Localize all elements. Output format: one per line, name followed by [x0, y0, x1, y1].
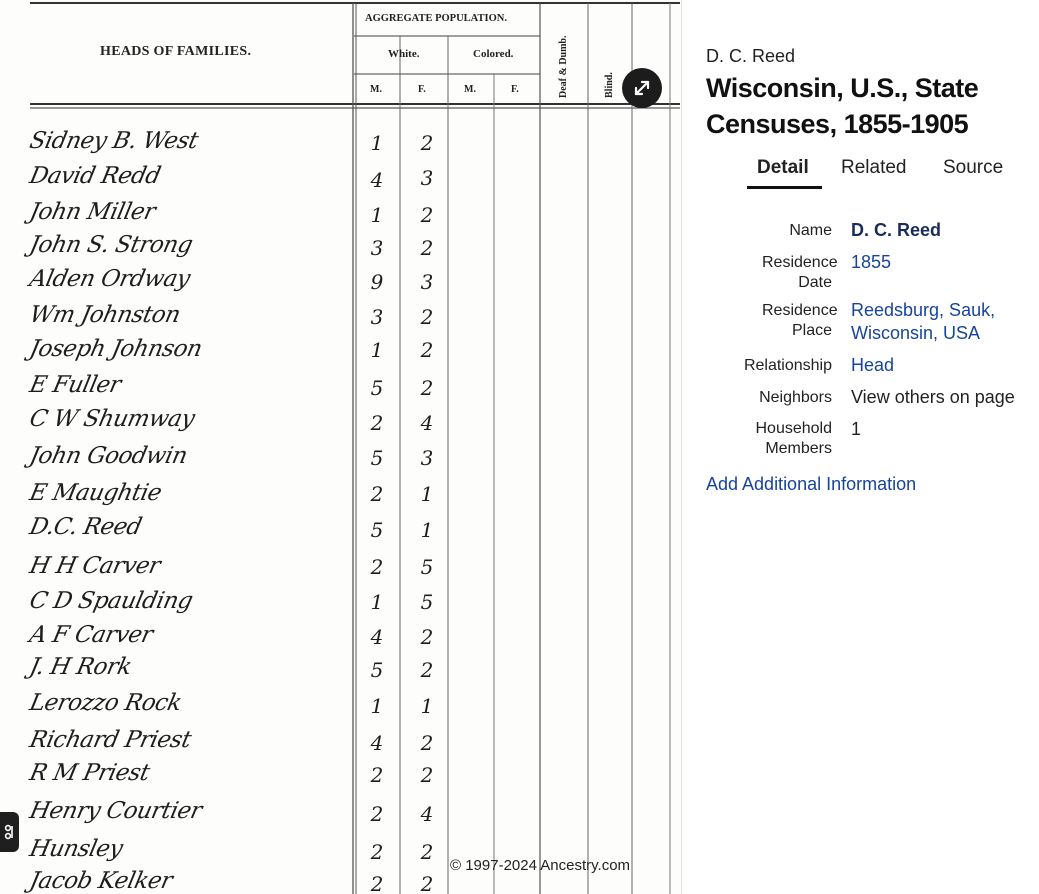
residence-date-label: Residence Date [762, 254, 838, 291]
colored-header: Colored. [473, 48, 514, 60]
white-female-count: 1 [420, 694, 434, 718]
white-female-count: 4 [420, 802, 434, 826]
white-male-count: 5 [370, 446, 384, 470]
white-male-count: 1 [370, 203, 384, 227]
heads-of-families-header: HEADS OF FAMILIES. [100, 44, 252, 59]
household-name: Richard Priest [27, 727, 194, 753]
white-header: White. [388, 48, 420, 60]
expand-arrows-icon [631, 77, 653, 99]
white-female-count: 4 [420, 411, 434, 435]
white-female-count: 2 [420, 376, 434, 400]
household-name: R M Priest [27, 760, 152, 786]
household-name: H H Carver [27, 553, 163, 579]
white-male-count: 2 [370, 872, 384, 894]
household-name: John Miller [27, 199, 158, 225]
name-label: Name [789, 222, 832, 239]
white-female-count: 1 [420, 518, 434, 542]
white-female-count: 5 [420, 555, 434, 579]
name-value: D. C. Reed [851, 220, 942, 240]
tab-related[interactable]: Related [841, 157, 907, 178]
household-name: D.C. Reed [27, 514, 144, 540]
colored-male-header: M. [464, 84, 476, 95]
white-female-count: 3 [420, 446, 434, 470]
white-female-count: 2 [420, 236, 434, 260]
white-male-count: 9 [370, 270, 384, 294]
feedback-icon [4, 823, 16, 841]
aggregate-population-header: AGGREGATE POPULATION. [365, 13, 507, 24]
white-female-count: 2 [420, 731, 434, 755]
white-female-count: 2 [420, 131, 434, 155]
household-name: Lerozzo Rock [27, 690, 184, 716]
household-name: E Maughtie [27, 480, 164, 506]
white-female-count: 2 [420, 203, 434, 227]
white-female-count: 2 [420, 658, 434, 682]
household-name: Wm Johnston [27, 302, 183, 328]
household-name: Jacob Kelker [27, 868, 175, 894]
white-female-count: 2 [420, 338, 434, 362]
household-name: John Goodwin [27, 443, 190, 469]
household-name: E Fuller [27, 372, 123, 398]
residence-date-link[interactable]: 1855 [851, 252, 892, 272]
tab-detail[interactable]: Detail [757, 157, 809, 178]
household-name: Sidney B. West [27, 128, 201, 154]
white-male-count: 1 [370, 131, 384, 155]
white-male-count: 2 [370, 840, 384, 864]
white-male-count: 4 [370, 168, 384, 192]
white-male-count: 3 [370, 236, 384, 260]
household-members-value: 1 [851, 419, 862, 439]
white-male-count: 2 [370, 763, 384, 787]
household-name: Hunsley [27, 836, 125, 862]
household-name: C W Shumway [27, 406, 197, 432]
copyright-notice: © 1997-2024 Ancestry.com [450, 857, 631, 874]
view-neighbors-link[interactable]: View others on page [851, 387, 1015, 407]
white-male-count: 1 [370, 694, 384, 718]
white-female-count: 2 [420, 872, 434, 894]
white-male-count: 5 [370, 658, 384, 682]
white-female-count: 2 [420, 840, 434, 864]
white-male-count: 1 [370, 590, 384, 614]
white-male-count: 2 [370, 482, 384, 506]
white-female-header: F. [418, 84, 426, 95]
feedback-button[interactable] [0, 812, 19, 852]
household-members-label: Household Members [755, 420, 832, 457]
white-female-count: 3 [420, 166, 434, 190]
relationship-label: Relationship [743, 357, 832, 374]
deaf-dumb-header: Deaf & Dumb. [558, 35, 569, 98]
white-female-count: 5 [420, 590, 434, 614]
white-male-count: 4 [370, 731, 384, 755]
white-male-count: 2 [370, 555, 384, 579]
household-name: John S. Strong [27, 232, 195, 258]
residence-place-link[interactable]: Reedsburg, Sauk, Wisconsin, USA [851, 300, 996, 343]
white-female-count: 2 [420, 305, 434, 329]
person-name: D. C. Reed [706, 46, 796, 66]
white-female-count: 2 [420, 763, 434, 787]
colored-female-header: F. [511, 84, 519, 95]
white-male-count: 4 [370, 625, 384, 649]
white-female-count: 2 [420, 625, 434, 649]
neighbors-label: Neighbors [759, 389, 832, 406]
household-name: Henry Courtier [27, 798, 205, 824]
white-male-count: 2 [370, 802, 384, 826]
white-male-count: 5 [370, 518, 384, 542]
white-female-count: 3 [420, 270, 434, 294]
white-female-count: 1 [420, 482, 434, 506]
household-name: C D Spaulding [27, 588, 195, 614]
add-additional-information-link[interactable]: Add Additional Information [706, 474, 917, 494]
white-male-header: M. [370, 84, 382, 95]
expand-image-button[interactable] [622, 68, 662, 108]
record-detail-panel [681, 0, 1039, 894]
white-male-count: 1 [370, 338, 384, 362]
white-male-count: 2 [370, 411, 384, 435]
blind-header: Blind. [604, 72, 615, 98]
household-name: Joseph Johnson [27, 336, 205, 362]
household-name: A F Carver [27, 622, 155, 648]
household-name: David Redd [27, 163, 163, 189]
active-tab-indicator [747, 186, 822, 189]
household-name: Alden Ordway [27, 266, 193, 292]
tab-source[interactable]: Source [943, 157, 1004, 178]
residence-place-label: Residence Place [762, 302, 838, 339]
white-male-count: 5 [370, 376, 384, 400]
white-male-count: 3 [370, 305, 384, 329]
collection-title[interactable]: Wisconsin, U.S., State Censuses, 1855-1905 [706, 73, 979, 139]
relationship-link[interactable]: Head [851, 355, 895, 375]
household-name: J. H Rork [27, 654, 134, 680]
